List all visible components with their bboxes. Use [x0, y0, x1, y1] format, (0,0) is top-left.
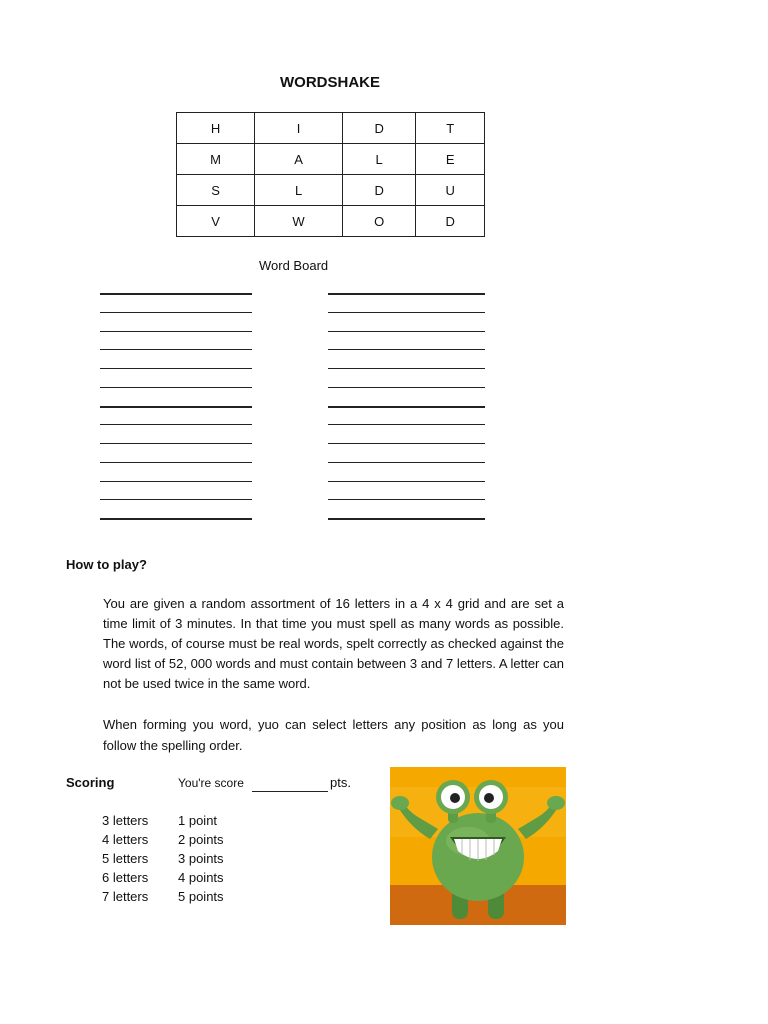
scoring-row [102, 849, 224, 868]
scoring-letters: 3 letters [102, 813, 149, 828]
grid-cell: M [177, 144, 255, 175]
word-board-line [328, 293, 485, 295]
word-board-line [328, 349, 485, 350]
grid-cell: W [255, 206, 343, 237]
scoring-letters: 6 letters [102, 870, 149, 885]
scoring-row [102, 887, 224, 906]
scoring-points: 4 points [178, 870, 224, 885]
score-input-blank [252, 791, 328, 792]
word-board-right-column [328, 293, 485, 519]
word-board-caption: Word Board [259, 258, 329, 273]
word-board-line [100, 349, 252, 350]
word-board-line [100, 481, 252, 482]
grid-cell: O [342, 206, 415, 237]
grid-cell: H [177, 113, 255, 144]
grid-cell: L [342, 144, 415, 175]
word-board-line [100, 312, 252, 313]
word-board-line [100, 499, 252, 500]
green-monster-image [390, 767, 566, 925]
grid-cell: D [342, 175, 415, 206]
word-board-line [100, 443, 252, 444]
scoring-points: 3 points [178, 851, 224, 866]
word-board-line [100, 518, 252, 520]
letter-grid [176, 112, 485, 237]
word-board-line [100, 406, 252, 408]
word-board-line [328, 331, 485, 332]
grid-row [177, 144, 485, 175]
grid-row [177, 206, 485, 237]
grid-cell: S [177, 175, 255, 206]
grid-cell: D [416, 206, 485, 237]
word-board-line [100, 462, 252, 463]
scoring-points: 2 points [178, 832, 224, 847]
grid-cell: V [177, 206, 255, 237]
scoring-row [102, 830, 224, 849]
how-to-play-paragraph: You are given a random assortment of 16 letters in a 4 x 4 grid and are set a time limit of 3 minutes. In that time you must spell as many words as possible. The words, of course must be real words, spelt correctly as checked against the word list of 52, 000 words and must contain between 3 and 7 letters. A letter can not be used twice in the same word. [103, 596, 564, 691]
page-title: WORDSHAKE [280, 74, 380, 91]
scoring-row [102, 868, 224, 887]
scoring-letters: 4 letters [102, 832, 149, 847]
scoring-points: 1 point [178, 813, 218, 828]
how-to-play-heading: How to play? [66, 557, 147, 572]
score-label: You're score [178, 776, 244, 790]
word-board-line [328, 368, 485, 369]
grid-cell: E [416, 144, 485, 175]
monster-illustration [390, 767, 566, 925]
word-board-line [328, 406, 485, 408]
word-board-line [328, 481, 485, 482]
grid-cell: U [416, 175, 485, 206]
scoring-table [102, 811, 224, 906]
grid-cell: D [342, 113, 415, 144]
word-board-line [100, 331, 252, 332]
word-board-line [328, 462, 485, 463]
scoring-row [102, 811, 224, 830]
scoring-heading: Scoring [66, 775, 115, 790]
word-board-line [100, 424, 252, 425]
grid-row [177, 175, 485, 206]
word-board-line [328, 443, 485, 444]
grid-cell: A [255, 144, 343, 175]
word-board-line [328, 518, 485, 520]
word-board-line [328, 424, 485, 425]
word-board-line [328, 387, 485, 388]
word-board-line [100, 293, 252, 295]
grid-cell: T [416, 113, 485, 144]
scoring-points: 5 points [178, 889, 224, 904]
scoring-letters: 7 letters [102, 889, 149, 904]
word-board-left-column [100, 293, 252, 519]
grid-cell: I [255, 113, 343, 144]
grid-cell: L [255, 175, 343, 206]
word-board-line [328, 499, 485, 500]
word-board-line [100, 368, 252, 369]
score-unit: pts. [330, 775, 351, 790]
scoring-letters: 5 letters [102, 851, 149, 866]
word-board-line [328, 312, 485, 313]
how-to-play-paragraph: When forming you word, yuo can select letters any position as long as you follow the spelling order. [103, 717, 564, 753]
word-board-line [100, 387, 252, 388]
grid-row [177, 113, 485, 144]
